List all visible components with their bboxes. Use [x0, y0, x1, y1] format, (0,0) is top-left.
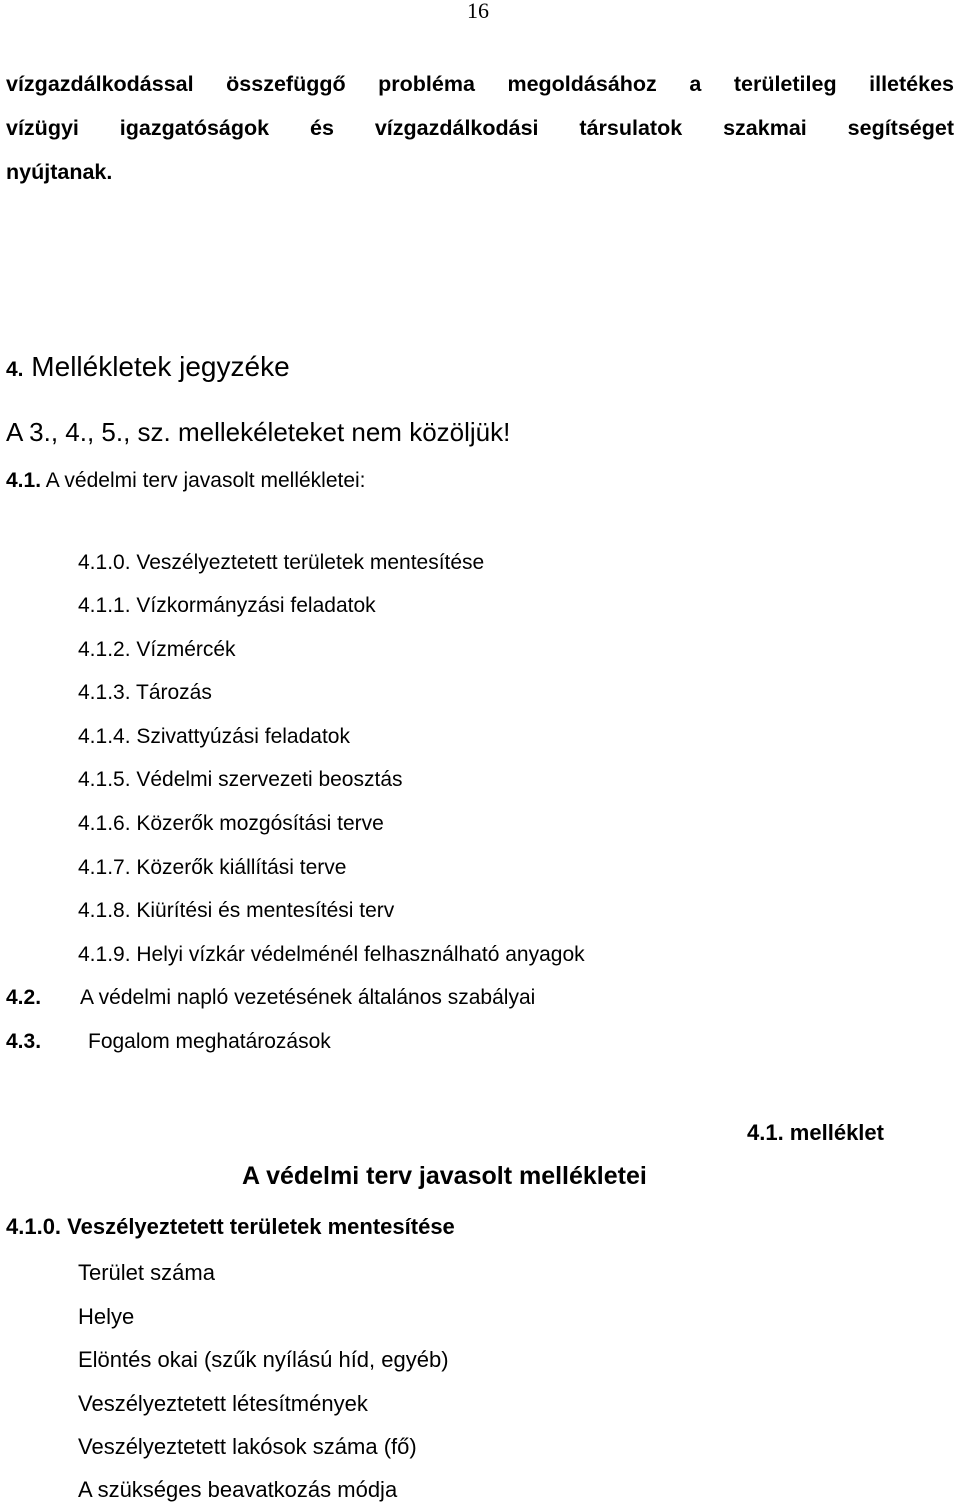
annex-label: 4.1. melléklet	[747, 1120, 884, 1145]
sub-item: 4.1.2. Vízmércék	[78, 638, 236, 661]
omission-note: A 3., 4., 5., sz. mellekéleteket nem közöljük!	[6, 417, 511, 447]
intro-paragraph	[6, 62, 954, 194]
intro-line: vízgazdálkodással összefüggő probléma megoldásához a területileg illetékes	[6, 72, 954, 96]
section-heading-4-3	[6, 1030, 331, 1054]
annex-title: A védelmi terv javasolt mellékletei	[242, 1162, 647, 1190]
intro-line: vízügyi igazgatóságok és vízgazdálkodási társulatok szakmai segítséget	[6, 116, 954, 140]
intro-line: nyújtanak.	[6, 160, 113, 184]
field-item: Elöntés okai (szűk nyílású híd, egyéb)	[78, 1347, 449, 1372]
section-title: A védelmi napló vezetésének általános szabályai	[80, 986, 536, 1009]
section-number: 4.1.	[6, 469, 42, 492]
section-number: 4.	[6, 358, 24, 381]
sub-item: 4.1.7. Közerők kiállítási terve	[78, 856, 347, 879]
sub-item: 4.1.4. Szivattyúzási feladatok	[78, 725, 350, 748]
field-item: A szükséges beavatkozás módja	[78, 1477, 398, 1502]
page-number: 16	[467, 0, 489, 23]
section-title: Fogalom meghatározások	[88, 1030, 331, 1053]
sub-item: 4.1.6. Közerők mozgósítási terve	[78, 812, 384, 835]
sub-item: 4.1.9. Helyi vízkár védelménél felhasználható anyagok	[78, 943, 585, 966]
section-heading-4-2	[6, 986, 535, 1010]
field-item: Helye	[78, 1304, 135, 1329]
sub-item: 4.1.5. Védelmi szervezeti beosztás	[78, 768, 403, 791]
field-item: Veszélyeztetett létesítmények	[78, 1391, 368, 1416]
section-heading-4-1	[6, 469, 366, 493]
field-item: Terület száma	[78, 1260, 215, 1285]
sub-item: 4.1.1. Vízkormányzási feladatok	[78, 594, 376, 617]
section-title: A védelmi terv javasolt mellékletei:	[45, 469, 366, 492]
section-number: 4.3.	[6, 1030, 42, 1053]
section-heading-4	[6, 351, 290, 383]
sub-item: 4.1.8. Kiürítési és mentesítési terv	[78, 899, 395, 922]
sub-item: 4.1.3. Tározás	[78, 681, 212, 704]
subsection-heading: 4.1.0. Veszélyeztetett területek mentesítése	[6, 1214, 455, 1239]
section-number: 4.2.	[6, 986, 42, 1009]
sub-item: 4.1.0. Veszélyeztetett területek mentesítése	[78, 551, 485, 574]
field-item: Veszélyeztetett lakósok száma (fő)	[78, 1434, 417, 1459]
section-title: Mellékletek jegyzéke	[31, 351, 290, 382]
